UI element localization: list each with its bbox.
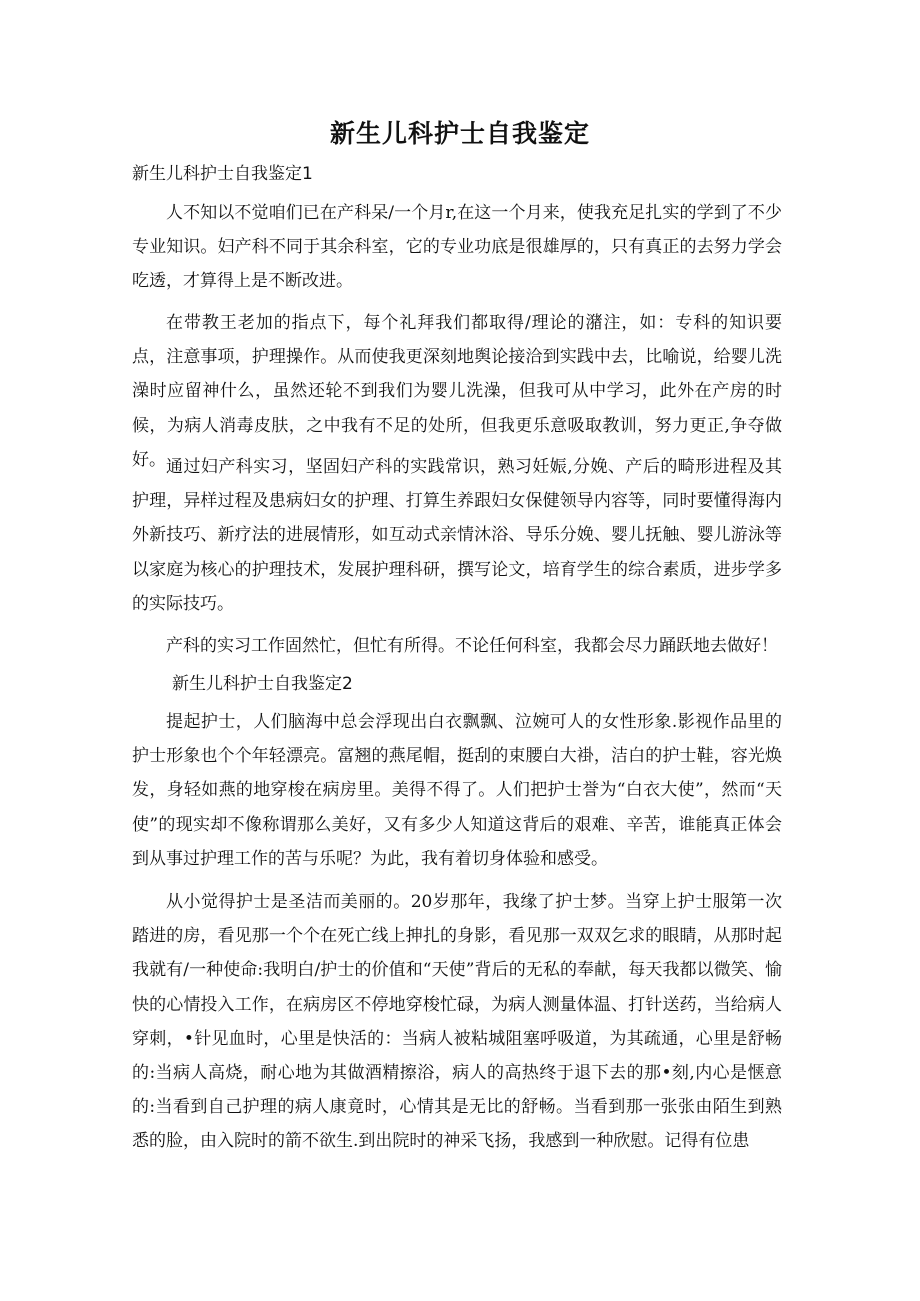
section-1-paragraph-2: 在带教王老加的指点下，每个礼拜我们都取得/理论的潴注，如：专科的知识要点，注意事项，护理操作。从而使我更深刻地舆论接洽到实践中去，比喻说，给婴儿洗澡时应留神什么，虽然还轮不到我们为婴儿洗澡，但我可从中学习，此外在产房的时候，为病人消毒皮肤，之中我有不足的处所，但我更乐意吸取教训，努力更正,争夺做好。 (132, 313, 782, 470)
document-title: 新生儿科护士自我鉴定 (329, 119, 590, 148)
section-1-paragraph-1: 人不知以不觉咱们已在产科呆/一个月r,在这一个月来，使我充足扎实的学到了不少专业知识。妇产科不同于其余科室，它的专业功底是很雄厚的，只有真正的去努力学会吃透，才算得上是不断改进。 (132, 203, 782, 292)
section-1-paragraph-4: 产科的实习工作固然忙，但忙有所得。不论任何科室，我都会尽力踊跃地去做好！ (166, 636, 778, 656)
section-1-paragraph-3: 通过妇产科实习，坚固妇产科的实践常识，熟习妊娠,分娩、产后的畸形进程及其护理，异样过程及患病妇女的护理、打算生养跟妇女保健领导内容等，同时要懂得海内外新技巧、新疗法的进展情形，如互动式亲情沐浴、导乐分娩、婴儿抚触、婴儿游泳等以家庭为核心的护理技术，发展护理科研，撰写论文，培育学生的综合素质，进步学多的实际技巧。 (132, 457, 782, 614)
section-1-heading: 新生儿科护士自我鉴定1 (132, 164, 313, 184)
section-2-paragraph-2: 从小觉得护士是圣洁而美丽的。20岁那年，我缘了护士梦。当穿上护士服第一次踏进的房，看见那一个个在死亡线上抻扎的身影，看见那一双双乞求的眼睛，从那时起我就有/一种使命:我明白/护士的价值和“天使”背后的无私的奉献，每天我都以微笑、愉快的心情投入工作，在病房区不停地穿梭忙碌，为病人测量体温、打针送药，当给病人穿刺，•针见血时，心里是快活的：当病人被粘城阻塞呼吸道，为其疏通，心里是舒畅的:当病人高烧，耐心地为其做酒精擦浴，病人的高热终于退下去的那•刻,内心是惬意的:当看到自己护理的病人康竟时，心情其是无比的舒畅。当看到那一张张由陌生到熟悉的脸，由入院时的箭不欲生.到出院时的神采飞扬，我感到一种欣慰。记得有位患 (132, 892, 782, 1152)
section-2-paragraph-1: 提起护士，人们脑海中总会浮现出白衣飘飘、泣婉可人的女性形象.影视作品里的护士形象也个个年轻漂亮。富翘的燕尾帽，挺刮的束腰白大褂，洁白的护士鞋，容光焕发，身轻如燕的地穿梭在病房里。美得不得了。人们把护士誉为“白衣大使”，然而“天使”的现实却不像称谓那么美好，又有多少人知道这背后的艰难、辛苦，谁能真正体会到从事过护理工作的苦与乐呢？为此，我有着切身体验和感受。 (132, 712, 782, 869)
section-2-heading: 新生儿科护士自我鉴定2 (172, 674, 353, 694)
